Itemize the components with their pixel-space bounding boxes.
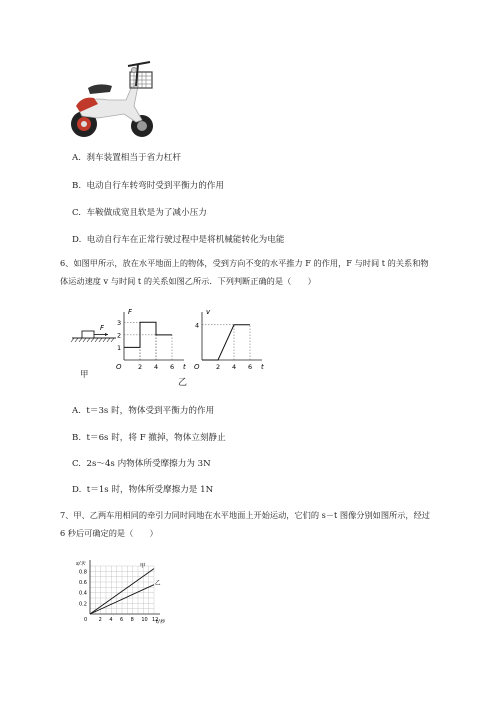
y-tick-label: 2 xyxy=(117,331,122,340)
x-tick-label: 6 xyxy=(248,363,253,371)
scooter-image xyxy=(68,56,160,142)
x-tick-label: 4 xyxy=(232,363,237,371)
q7-stem-line1: 7、甲、乙两车用相同的牵引力同时同地在水平地面上开始运动，它们的 s－t 图像分别如图所示，经过 xyxy=(60,510,430,520)
x-tick-label: 4 xyxy=(154,363,159,371)
y-tick-label: 3 xyxy=(117,318,122,327)
q6-stem-line2: 体运动速度 v 与时间 t 的关系如图乙所示．下列判断正确的是（ ） xyxy=(60,276,316,286)
q5-option-b[interactable]: B. 电动自行车转弯时受到平衡力的作用 xyxy=(72,181,225,191)
x-axis-label: t xyxy=(183,363,186,371)
series-label: 乙 xyxy=(155,580,161,587)
q6-option-c[interactable]: C. 2s～4s 内物体所受摩擦力为 3N xyxy=(72,459,211,469)
y-tick-label: 0.4 xyxy=(79,590,87,597)
y-axis-label: s/米 xyxy=(76,561,86,567)
q5-option-c[interactable]: C. 车鞍做成宽且软是为了减小压力 xyxy=(72,208,207,218)
q6-option-b[interactable]: B. t＝6s 时，将 F 撤掉，物体立刻静止 xyxy=(72,433,226,443)
x-axis-label: t/秒 xyxy=(156,619,165,625)
q5-option-a[interactable]: A. 刹车装置相当于省力杠杆 xyxy=(72,153,181,163)
origin-label: O xyxy=(194,363,200,371)
x-tick-label: 6 xyxy=(170,363,175,371)
force-label: F xyxy=(100,324,105,332)
x-axis-label: t xyxy=(261,363,264,371)
q6-option-d[interactable]: D. t＝1s 时，物体所受摩擦力是 1N xyxy=(72,485,214,495)
origin-label: 0 xyxy=(84,617,88,623)
y-tick-label: 0.6 xyxy=(79,580,87,586)
q6-chart-velocity-time xyxy=(188,304,264,376)
q5-option-d[interactable]: D. 电动自行车在正常行驶过程中是将机械能转化为电能 xyxy=(72,235,285,245)
y-tick-label: 4 xyxy=(195,321,200,330)
y-tick-label: 1 xyxy=(117,343,122,352)
q6-stem-line1: 6、如图甲所示，放在水平地面上的物体，受到方向不变的水平推力 F 的作用，F 与时间 t 的关系和物 xyxy=(60,258,429,268)
x-tick-label: 2 xyxy=(138,363,143,371)
q6-option-a[interactable]: A. t＝3s 时，物体受到平衡力的作用 xyxy=(72,406,215,416)
y-axis-label: F xyxy=(128,308,133,316)
q7-stem xyxy=(60,506,480,542)
fig-yi-caption: 乙 xyxy=(178,378,188,388)
fig-jia-caption: 甲 xyxy=(80,369,89,379)
x-tick-label: 4 xyxy=(109,617,113,623)
x-tick-label: 2 xyxy=(98,617,102,623)
series-line xyxy=(202,325,250,360)
series-label: 甲 xyxy=(140,563,146,570)
x-tick-label: 6 xyxy=(120,617,124,623)
q7-stem-line2: 6 秒后可确定的是（ ） xyxy=(60,528,158,538)
y-tick-label: 0.2 xyxy=(79,601,87,608)
q7-chart-distance-time xyxy=(70,558,170,630)
x-tick-label: 2 xyxy=(216,363,221,371)
origin-label: O xyxy=(116,363,122,371)
x-tick-label: 10 xyxy=(141,617,148,623)
x-tick-label: 8 xyxy=(130,617,134,623)
y-tick-label: 0.8 xyxy=(79,569,87,576)
x-tick-label: 12 xyxy=(152,617,159,623)
q6-stem xyxy=(60,254,480,290)
y-axis-label: v xyxy=(206,308,211,316)
q6-chart-force-time xyxy=(110,304,186,376)
